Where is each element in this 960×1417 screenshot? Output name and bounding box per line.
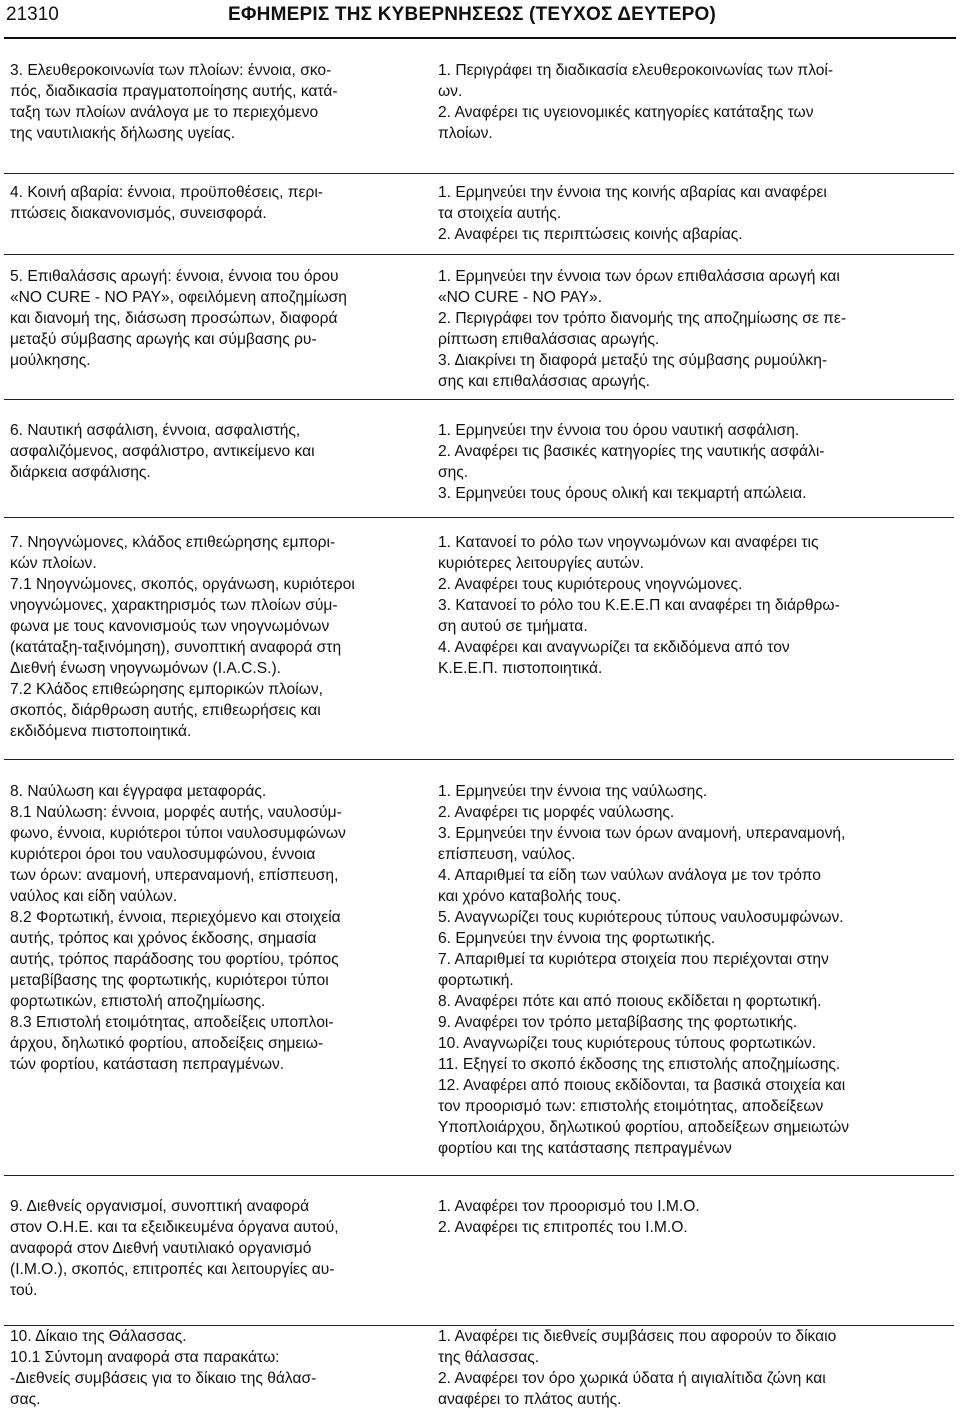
topic-cell [10,420,408,483]
topic-line: εκδιδόμενα πιστοποιητικά. [10,723,192,740]
objectives-cell [438,420,954,504]
objectives-cell [438,1196,954,1238]
topic-line: 7. Νηογνώμονες, κλάδος επιθεώρησης εμπορι- [10,534,336,551]
topic-line: ναύλος και είδη ναύλων. [10,888,178,905]
objective-line: 4. Απαριθμεί τα είδη των ναύλων ανάλογα με τον τρόπο [438,867,821,884]
objective-line: 2. Περιγράφει τον τρόπο διανομής της αποζημίωσης σε πε- [438,310,847,327]
topic-line: τών φορτίου, κατάσταση πεπραγμένων. [10,1056,285,1073]
objective-line: 1. Αναφέρει τον προορισμό του Ι.Μ.Ο. [438,1198,700,1215]
objective-line: 1. Αναφέρει τις διεθνείς συμβάσεις που αφορούν το δίκαιο [438,1328,837,1345]
row-divider [4,517,954,518]
objective-line: 3. Κατανοεί το ρόλο του Κ.Ε.Ε.Π και αναφέρει τη διάρθρω- [438,597,840,614]
objective-line: 2. Αναφέρει τις υγειονομικές κατηγορίες κατάταξης των [438,104,814,121]
topic-line: 10. Δίκαιο της Θάλασσας. [10,1328,187,1345]
table-row [4,266,954,400]
topic-line: και διανομή της, διάσωση προσώπων, διαφορά [10,310,338,327]
topic-cell [10,1326,408,1410]
objective-line: 1. Ερμηνεύει την έννοια της ναύλωσης. [438,783,708,800]
objective-line: 1. Περιγράφει τη διαδικασία ελευθεροκοινωνίας των πλοί- [438,62,834,79]
gazette-title: ΕΦΗΜΕΡΙΣ ΤΗΣ ΚΥΒΕΡΝΗΣΕΩΣ (ΤΕΥΧΟΣ ΔΕΥΤΕΡΟ) [228,4,716,25]
objective-line: Υποπλοιάρχου, δηλωτικού φορτίου, αποδείξεων σημειωτών [438,1119,850,1136]
topic-line: (κατάταξη-ταξινόμηση), συνοπτική αναφορά στη [10,639,342,656]
objectives-cell [438,781,954,1159]
objectives-cell [438,532,954,679]
topic-cell [10,266,408,371]
topic-line: μεταξύ σύμβασης αρωγής και σύμβασης ρυ- [10,331,317,348]
objective-line: 11. Εξηγεί το σκοπό έκδοσης της επιστολής αποζημίωσης. [438,1056,841,1073]
objective-line: 3. Ερμηνεύει τους όρους ολική και τεκμαρτή απώλεια. [438,485,807,502]
objective-line: επίσπευση, ναύλος. [438,846,576,863]
objective-line: 1. Ερμηνεύει την έννοια του όρου ναυτική ασφάλιση. [438,422,800,439]
objective-line: 1. Ερμηνεύει την έννοια των όρων επιθαλάσσια αρωγή και [438,268,840,285]
table-row [4,1196,954,1326]
objective-line: 3. Διακρίνει τη διαφορά μεταξύ της σύμβασης ρυμούλκη- [438,352,828,369]
objective-line: 10. Αναγνωρίζει τους κυριότερους τύπους φορτωτικών. [438,1035,817,1052]
objective-line: 2. Αναφέρει τις μορφές ναύλωσης. [438,804,675,821]
topic-line: πός, διαδικασία πραγματοποίησης αυτής, κατά- [10,83,338,100]
topic-line: Διεθνή ένωση νηογνωμόνων (I.A.C.S.). [10,660,281,677]
topic-line: ταξη των πλοίων ανάλογα με το περιεχόμενο [10,104,319,121]
objective-line: πλοίων. [438,125,493,142]
objectives-cell [438,182,954,245]
objectives-cell [438,1326,954,1410]
topic-line: φωνο, έννοια, κυριότεροι τύποι ναυλοσυμφώνων [10,825,346,842]
page-number: 21310 [6,4,59,25]
table-row [4,1326,954,1416]
topic-line: κυριότεροι όροι του ναυλοσυμφώνου, έννοια [10,846,316,863]
objective-line: 2. Αναφέρει τον όρο χωρικά ύδατα ή αιγιαλίτιδα ζώνη και [438,1370,826,1387]
objective-line: αναφέρει το πλάτος αυτής. [438,1391,622,1408]
objective-line: τον προορισμό των: επιστολής ετοιμότητας, αποδείξεων [438,1098,824,1115]
topic-cell [10,1196,408,1301]
topic-line: 8.2 Φορτωτική, έννοια, περιεχόμενο και στοιχεία [10,909,341,926]
topic-line: νηογνώμονες, χαρακτηρισμός των πλοίων σύμ- [10,597,338,614]
topic-line: σκοπός, διάρθρωση αυτής, επιθεωρήσεις και [10,702,321,719]
row-divider [4,399,954,400]
topic-line: 4. Κοινή αβαρία: έννοια, προϋποθέσεις, περι- [10,184,323,201]
topic-cell [10,60,408,144]
topic-line: τού. [10,1282,38,1299]
objective-line: ων. [438,83,463,100]
objective-line: 2. Αναφέρει τις περιπτώσεις κοινής αβαρίας. [438,226,743,243]
objective-line: 1. Ερμηνεύει την έννοια της κοινής αβαρίας και αναφέρει [438,184,827,201]
topic-line: φωνα με τους κανονισμούς των νηογνωμόνων [10,618,330,635]
topic-line: «NO CURE - NO PAY», οφειλόμενη αποζημίωση [10,289,347,306]
objective-line: 9. Αναφέρει τον τρόπο μεταβίβασης της φορτωτικής. [438,1014,798,1031]
objective-line: 2. Αναφέρει τις βασικές κατηγορίες της ναυτικής ασφάλι- [438,443,825,460]
objective-line: 3. Ερμηνεύει την έννοια των όρων αναμονή, υπεραναμονή, [438,825,846,842]
objective-line: σης. [438,464,469,481]
topic-line: 3. Ελευθεροκοινωνία των πλοίων: έννοια, σκο- [10,62,332,79]
topic-line: αυτής, τρόπος και χρόνος έκδοσης, σημασία [10,930,317,947]
objective-line: κυριότερες λειτουργίες αυτών. [438,555,644,572]
topic-line: -Διεθνείς συμβάσεις για το δίκαιο της θάλασ- [10,1370,317,1387]
topic-line: (Ι.Μ.Ο.), σκοπός, επιτροπές και λειτουργίες αυ- [10,1261,335,1278]
topic-line: στον Ο.Η.Ε. και τα εξειδικευμένα όργανα αυτού, [10,1219,339,1236]
objective-line: της θάλασσας. [438,1349,540,1366]
objective-line: 6. Ερμηνεύει την έννοια της φορτωτικής. [438,930,716,947]
objective-line: 7. Απαριθμεί τα κυριότερα στοιχεία που περιέχονται στην [438,951,829,968]
topic-line: αναφορά στον Διεθνή ναυτιλιακό οργανισμό [10,1240,312,1257]
topic-line: μεταβίβασης της φορτωτικής, κυριότεροι τύποι [10,972,329,989]
row-divider [4,173,954,174]
topic-line: της ναυτιλιακής δήλωσης υγείας. [10,125,236,142]
topic-line: άρχου, δηλωτικό φορτίου, αποδείξεις σημειω- [10,1035,324,1052]
table-row [4,60,954,174]
topic-line: μούλκησης. [10,352,91,369]
topic-line: διάρκεια ασφάλισης. [10,464,151,481]
objective-line: 1. Κατανοεί το ρόλο των νηογνωμόνων και αναφέρει τις [438,534,819,551]
topic-cell [10,532,408,742]
table-row [4,420,954,518]
objective-line: 2. Αναφέρει τους κυριότερους νηογνώμονες. [438,576,743,593]
topic-line: 7.2 Κλάδος επιθεώρησης εμπορικών πλοίων, [10,681,324,698]
topic-line: 7.1 Νηογνώμονες, σκοπός, οργάνωση, κυριότεροι [10,576,355,593]
topic-line: 6. Ναυτική ασφάλιση, έννοια, ασφαλιστής, [10,422,301,439]
objectives-cell [438,60,954,144]
row-divider [4,254,954,255]
topic-line: 8. Ναύλωση και έγγραφα μεταφοράς. [10,783,267,800]
header-rule [4,37,956,39]
topic-line: 8.3 Επιστολή ετοιμότητας, αποδείξεις υποπλοι- [10,1014,334,1031]
topic-line: 8.1 Ναύλωση: έννοια, μορφές αυτής, ναυλοσύμ- [10,804,342,821]
objective-line: 2. Αναφέρει τις επιτροπές του Ι.Μ.Ο. [438,1219,688,1236]
topic-line: των όρων: αναμονή, υπεραναμονή, επίσπευση, [10,867,339,884]
row-divider [4,1175,954,1176]
objective-line: 12. Αναφέρει από ποιους εκδίδονται, τα βασικά στοιχεία και [438,1077,846,1094]
objective-line: «NO CURE - NO PAY». [438,289,603,306]
objective-line: Κ.Ε.Ε.Π. πιστοποιητικά. [438,660,603,677]
objective-line: και χρόνο καταβολής τους. [438,888,622,905]
objective-line: 5. Αναγνωρίζει τους κυριότερους τύπους ναυλοσυμφώνων. [438,909,844,926]
topic-line: φορτωτικών, επιστολή αποζημίωσης. [10,993,266,1010]
topic-line: 5. Επιθαλάσσις αρωγή: έννοια, έννοια του όρου [10,268,339,285]
objective-line: 4. Αναφέρει και αναγνωρίζει τα εκδιδόμενα από τον [438,639,790,656]
topic-line: σας. [10,1391,41,1408]
row-divider [4,759,954,760]
table-row [4,781,954,1176]
objective-line: 8. Αναφέρει πότε και από ποιους εκδίδεται η φορτωτική. [438,993,822,1010]
topic-cell [10,182,408,224]
topic-line: αυτής, τρόπος παράδοσης του φορτίου, τρόπος [10,951,339,968]
objective-line: ρίπτωση επιθαλάσσιας αρωγής. [438,331,660,348]
objective-line: φορτίου και της κατάστασης πεπραγμένων [438,1140,732,1157]
table-row [4,182,954,255]
topic-line: πτώσεις διακανονισμός, συνεισφορά. [10,205,267,222]
topic-line: 9. Διεθνείς οργανισμοί, συνοπτική αναφορά [10,1198,310,1215]
table-row [4,532,954,760]
objective-line: ση αυτού σε τμήματα. [438,618,588,635]
topic-line: κών πλοίων. [10,555,97,572]
topic-line: ασφαλιζόμενος, ασφάλιστρο, αντικείμενο και [10,443,315,460]
objective-line: σης και επιθαλάσσιας αρωγής. [438,373,650,390]
objective-line: τα στοιχεία αυτής. [438,205,562,222]
objective-line: φορτωτική. [438,972,514,989]
objectives-cell [438,266,954,392]
topic-cell [10,781,408,1075]
topic-line: 10.1 Σύντομη αναφορά στα παρακάτω: [10,1349,280,1366]
page-header [0,0,960,36]
